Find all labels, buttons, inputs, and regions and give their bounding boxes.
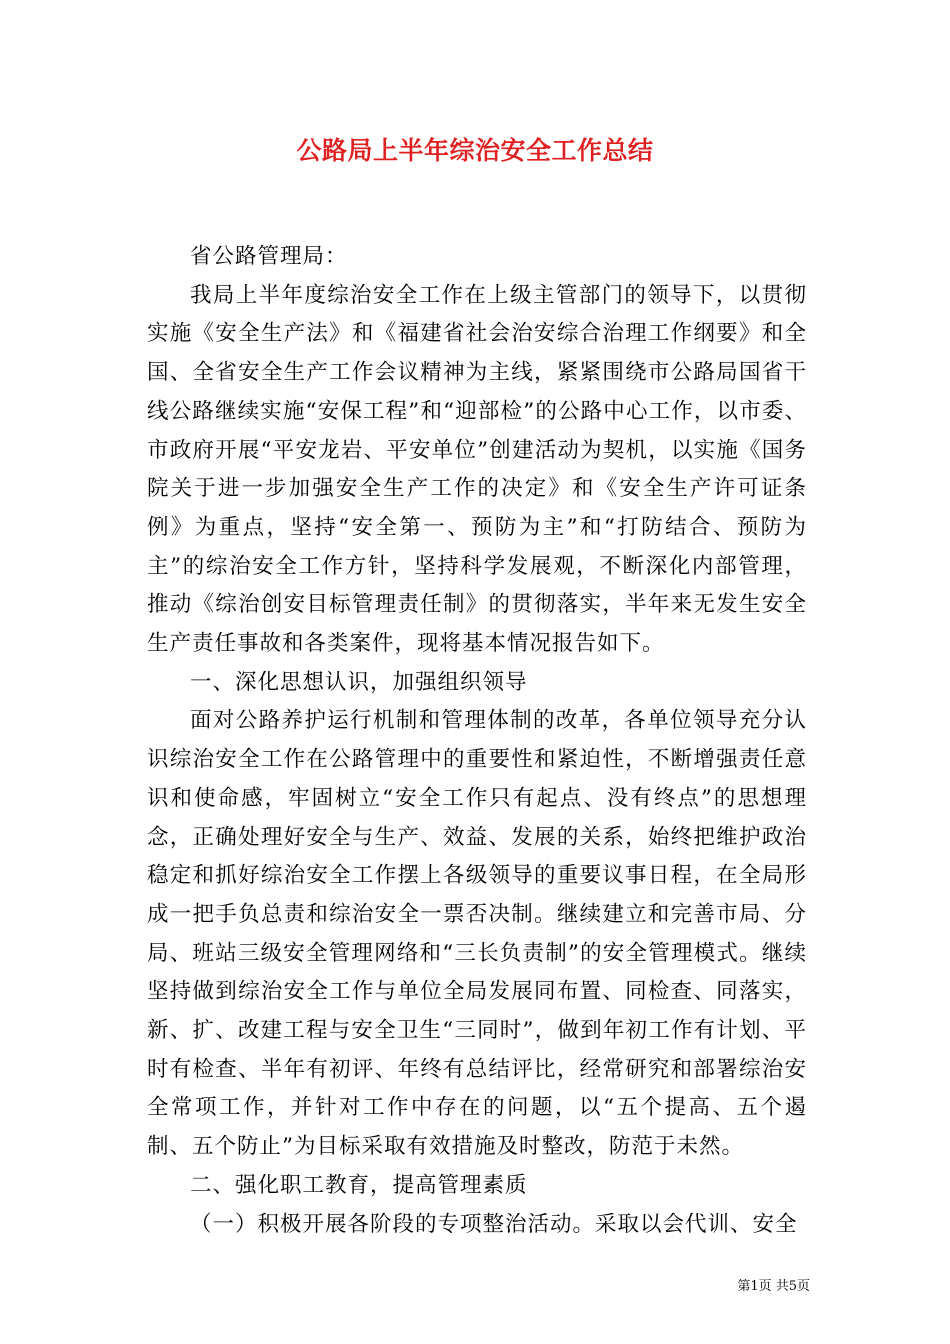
section-heading-1: 一、深化思想认识，加强组织领导 bbox=[190, 669, 528, 695]
paragraph-intro: 我局上半年度综治安全工作在上级主管部门的领导下，以贯彻实施《安全生产法》和《福建省社会治安综合治理工作纲要》和全国、全省安全生产工作会议精神为主线，紧紧围绕市公路局国省干线公路继续实施“安保工程”和“迎部检”的公路中心工作，以市委、市政府开展“平安龙岩、平安单位”创建活动为契机，以实施《国务院关于进一步加强安全生产工作的决定》和《安全生产许可证条例》为重点，坚持“安全第一、预防为主”和“打防结合、预防为主”的综治安全工作方针，坚持科学发展观，不断深化内部管理，推动《综治创安目标管理责任制》的贯彻落实，半年来无发生安全生产责任事故和各类案件，现将基本情况报告如下。 bbox=[147, 282, 807, 657]
section-heading-2: 二、强化职工教育，提高管理素质 bbox=[190, 1172, 528, 1198]
paragraph-section-1: 面对公路养护运行机制和管理体制的改革，各单位领导充分认识综治安全工作在公路管理中的重要性和紧迫性，不断增强责任意识和使命感，牢固树立“安全工作只有起点、没有终点”的思想理念，正确处理好安全与生产、效益、发展的关系，始终把维护政治稳定和抓好综治安全工作摆上各级领导的重要议事日程，在全局形成一把手负总责和综治安全一票否决制。继续建立和完善市局、分局、班站三级安全管理网络和“三长负责制”的安全管理模式。继续坚持做到综治安全工作与单位全局发展同布置、同检查、同落实，新、扩、改建工程与安全卫生“三同时”，做到年初工作有计划、平时有检查、半年有初评、年终有总结评比，经常研究和部署综治安全常项工作，并针对工作中存在的问题，以“五个提高、五个遏制、五个防止”为目标采取有效措施及时整改，防范于未然。 bbox=[147, 708, 807, 1160]
paragraph-section-2-item-1: （一）积极开展各阶段的专项整治活动。采取以会代训、安全 bbox=[190, 1211, 798, 1237]
document-title: 公路局上半年综治安全工作总结 bbox=[296, 136, 654, 165]
page-number-footer: 第1页 共5页 bbox=[737, 1279, 810, 1294]
salutation: 省公路管理局： bbox=[190, 244, 348, 269]
document-body bbox=[147, 238, 807, 1244]
